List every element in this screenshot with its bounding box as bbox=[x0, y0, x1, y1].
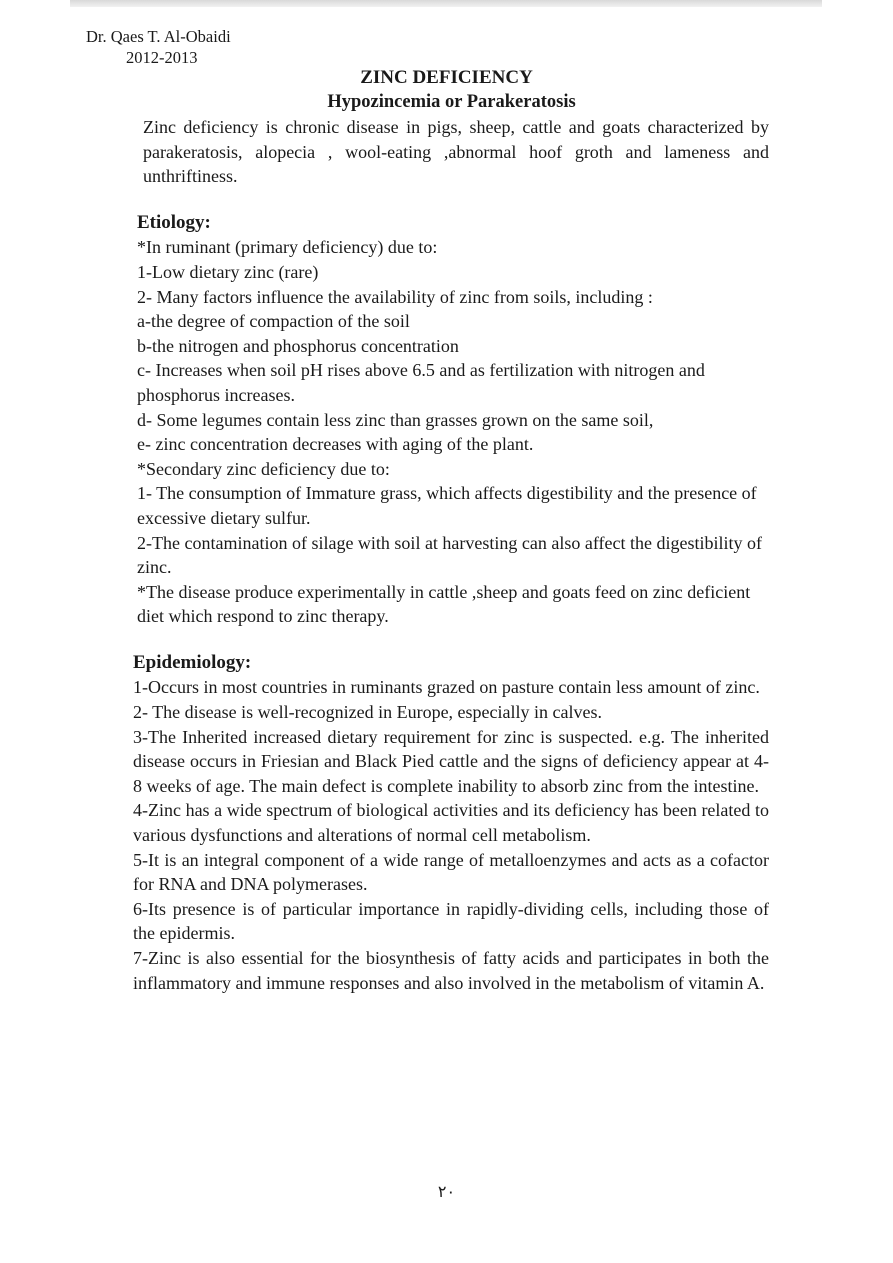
epidemiology-line: 2- The disease is well-recognized in Europe, especially in calves. bbox=[133, 702, 602, 723]
document-title bbox=[0, 66, 893, 114]
etiology-line: 2-The contamination of silage with soil at harvesting can also affect the digestibility of zinc. bbox=[137, 532, 762, 578]
page-number: ٢٠ bbox=[437, 1182, 456, 1201]
section-spacer bbox=[133, 629, 769, 651]
academic-year: 2012-2013 bbox=[126, 48, 198, 67]
section-spacer bbox=[133, 189, 769, 211]
epidemiology-line: 6-Its presence is of particular importance in rapidly-dividing cells, including those of the epidermis. bbox=[133, 898, 769, 944]
etiology-line: e- zinc concentration decreases with aging of the plant. bbox=[137, 434, 534, 455]
epidemiology-line: 5-It is an integral component of a wide range of metalloenzymes and acts as a cofactor for RNA and DNA polymerases. bbox=[133, 849, 769, 895]
epidemiology-line: 4-Zinc has a wide spectrum of biological activities and its deficiency has been related to various dysfunctions and alterations of normal cell metabolism. bbox=[133, 800, 769, 846]
etiology-line: c- Increases when soil pH rises above 6.5 and as fertilization with nitrogen and phosphorus increases. bbox=[137, 360, 705, 405]
etiology-section bbox=[133, 211, 769, 629]
etiology-line: a-the degree of compaction of the soil bbox=[137, 311, 410, 332]
etiology-line: 1-Low dietary zinc (rare) bbox=[137, 261, 319, 282]
etiology-line: b-the nitrogen and phosphorus concentration bbox=[137, 335, 459, 356]
epidemiology-line: 3-The Inherited increased dietary requirement for zinc is suspected. e.g. The inherited disease occurs in Friesian and Black Pied cattle and the signs of deficiency appear at 4-8 weeks of age. The main defect is complete inability to absorb zinc from the intestine. bbox=[133, 726, 769, 796]
etiology-line: 2- Many factors influence the availability of zinc from soils, including : bbox=[137, 286, 653, 307]
etiology-line: *Secondary zinc deficiency due to: bbox=[137, 458, 390, 479]
author-name: Dr. Qaes T. Al-Obaidi bbox=[86, 27, 231, 46]
epidemiology-section bbox=[133, 651, 769, 995]
author-block bbox=[86, 26, 231, 68]
intro-paragraph: Zinc deficiency is chronic disease in pigs, sheep, cattle and goats characterized by parakeratosis, alopecia , wool-eating ,abnormal hoof groth and lameness and unthriftiness. bbox=[143, 117, 769, 187]
etiology-line: *In ruminant (primary deficiency) due to: bbox=[137, 237, 438, 258]
etiology-line: *The disease produce experimentally in cattle ,sheep and goats feed on zinc deficient diet which respond to zinc therapy. bbox=[137, 581, 751, 627]
etiology-line: d- Some legumes contain less zinc than grasses grown on the same soil, bbox=[137, 409, 654, 430]
scan-top-edge bbox=[70, 0, 822, 7]
epidemiology-line: 1-Occurs in most countries in ruminants grazed on pasture contain less amount of zinc. bbox=[133, 677, 760, 698]
title-subtitle: Hypozincemia or Parakeratosis bbox=[327, 92, 576, 112]
epidemiology-heading: Epidemiology: bbox=[133, 651, 252, 673]
etiology-heading: Etiology: bbox=[137, 211, 211, 233]
epidemiology-line: 7-Zinc is also essential for the biosynthesis of fatty acids and participates in both the inflammatory and immune responses and also involved in the metabolism of vitamin A. bbox=[133, 948, 769, 993]
document-body bbox=[133, 115, 769, 995]
etiology-line: 1- The consumption of Immature grass, which affects digestibility and the presence of excessive dietary sulfur. bbox=[137, 483, 757, 528]
title-main: ZINC DEFICIENCY bbox=[360, 67, 533, 88]
